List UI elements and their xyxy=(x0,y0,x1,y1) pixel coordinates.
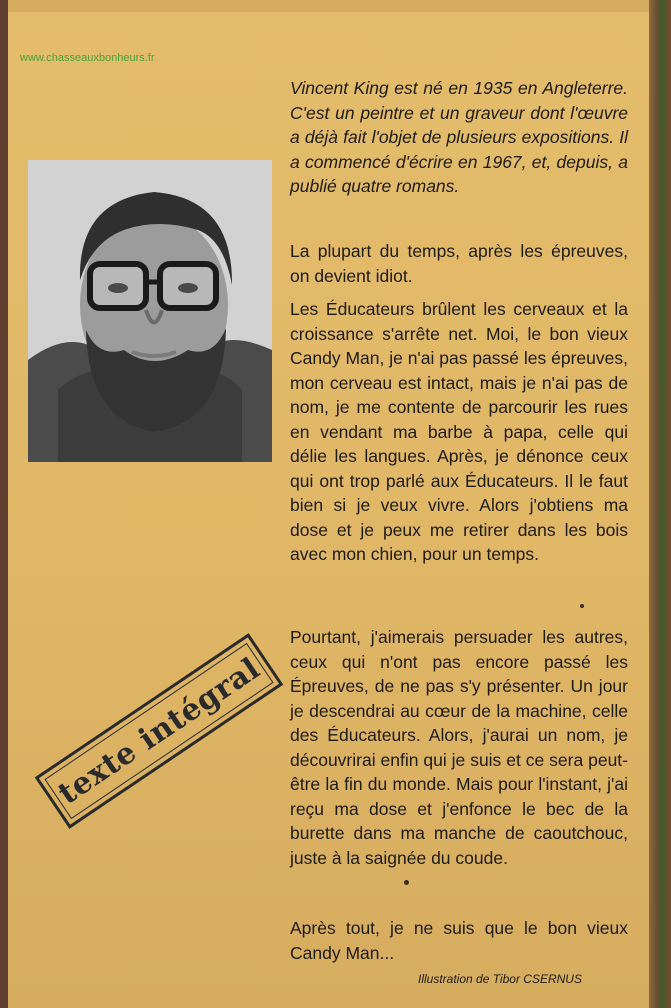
author-photo xyxy=(28,160,272,462)
print-speck xyxy=(404,880,409,885)
blurb-paragraph-2: Les Éducateurs brûlent les cerveaux et la croissance s'arrête net. Moi, le bon vieux Candy Man, je n'ai pas passé les épreuves, mon cerveau est intact, mais je n'ai pas de nom, je me contente de parcourir les rues en vendant ma barbe à papa, celle qui délie les langues. Après, je dénonce ceux qui ont trop parlé aux Éducateurs. Il le faut bien si je veux vivre. Alors j'obtiens ma dose et je peux me retirer dans les bois avec mon chien, pour un temps. xyxy=(290,299,628,564)
cover-left-edge xyxy=(0,0,8,1008)
cover-right-edge xyxy=(649,0,671,1008)
author-bio: Vincent King est né en 1935 en Angleterre. C'est un peintre et un graveur dont l'œuvre a déjà fait l'objet de plusieurs expositions. Il a commencé d'écrire en 1967, et, depuis, a publié quatre romans. xyxy=(290,78,628,196)
watermark-link[interactable]: www.chasseauxbonheurs.fr xyxy=(20,52,155,64)
blurb-paragraph-1: La plupart du temps, après les épreuves, on devient idiot. xyxy=(290,241,628,286)
blurb-paragraph-4: Après tout, je ne suis que le bon vieux Candy Man... xyxy=(290,918,628,963)
blurb-paragraph-3: Pourtant, j'aimerais persuader les autres, ceux qui n'ont pas encore passé les Épreuves, de ne pas s'y présenter. Un jour je descendrai au cœur de la machine, celle des Éducateurs. Alors, j'aurai un nom, je découvrirai enfin qui je suis et ce sera peut-être la fin du monde. Mais pour l'instant, j'ai reçu ma dose et j'enfonce le bec de la burette dans ma manche de caoutchouc, juste à la saignée du coude. xyxy=(290,627,628,868)
print-speck xyxy=(580,604,584,608)
illustration-credit: Illustration de Tibor CSERNUS xyxy=(418,972,582,986)
stamp-label: texte intégral xyxy=(44,643,273,819)
